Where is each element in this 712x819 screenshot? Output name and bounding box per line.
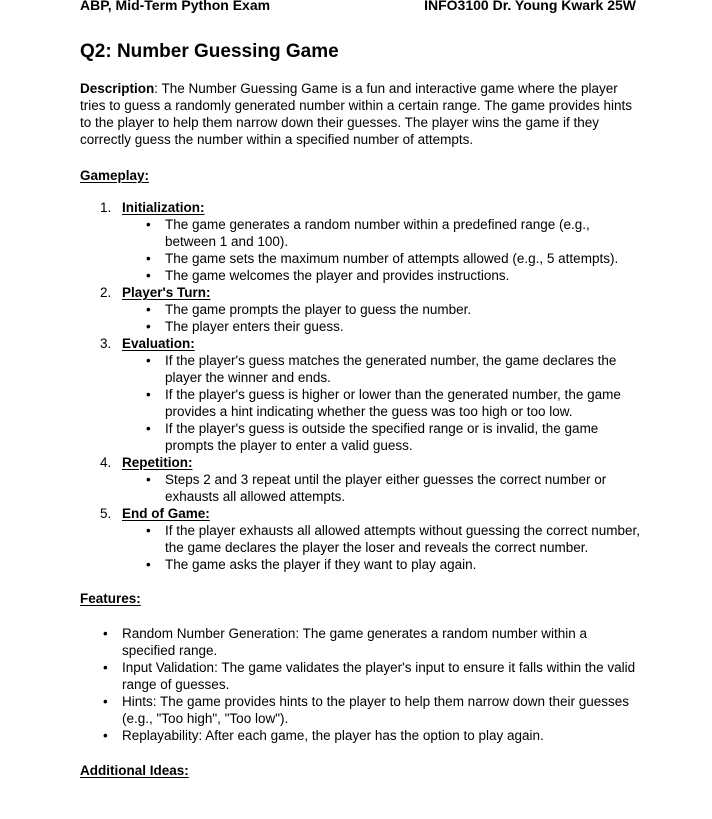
step-title: Initialization: [122,200,205,215]
step-item [100,199,640,284]
header-instructor: INFO3100 Dr. Young Kwark 25W [424,0,636,13]
bullet-icon: • [146,421,151,436]
page-header [80,0,636,14]
step-title: Player's Turn: [122,285,211,300]
step-bullets [122,471,640,505]
bullet-icon: • [146,472,151,487]
step-title: Evaluation: [122,336,195,351]
list-item-text: If the player exhausts all allowed attempts without guessing the correct number, the game declares the player the loser and reveals the correct number. [165,523,641,555]
list-item [146,267,640,284]
list-item [103,727,640,744]
step-title: Repetition: [122,455,193,470]
step-number: 4. [100,455,112,470]
list-item [146,216,640,250]
list-item [103,693,640,727]
list-item-text: The player enters their guess. [165,319,344,334]
gameplay-steps [80,199,640,573]
list-item [146,471,640,505]
step-bullets [122,216,640,284]
list-item [103,625,640,659]
bullet-icon: • [103,660,108,675]
list-item-text: If the player's guess is outside the specified range or is invalid, the game prompts the player to enter a valid guess. [165,421,599,453]
step-number: 5. [100,506,112,521]
description-label: Description [80,81,155,96]
list-item-text: The game sets the maximum number of attempts allowed (e.g., 5 attempts). [165,251,619,266]
list-item [146,352,640,386]
description-paragraph [80,80,640,148]
step-bullets [122,352,640,454]
bullet-icon: • [146,268,151,283]
bullet-icon: • [103,694,108,709]
list-item-text: The game prompts the player to guess the number. [165,302,472,317]
header-course: ABP, Mid-Term Python Exam [80,0,271,13]
bullet-icon: • [146,217,151,232]
step-number: 1. [100,200,112,215]
list-item-text: Random Number Generation: The game generates a random number within a specified range. [122,626,588,658]
list-item-text: The game welcomes the player and provides instructions. [165,268,510,283]
step-number: 3. [100,336,112,351]
step-item [100,284,640,335]
features-heading: Features: [80,591,141,606]
list-item [103,659,640,693]
list-item [146,386,640,420]
step-title: End of Game: [122,506,210,521]
list-item-text: Steps 2 and 3 repeat until the player either guesses the correct number or exhausts all allowed attempts. [165,472,607,504]
list-item [146,250,640,267]
list-item-text: If the player's guess is higher or lower than the generated number, the game provides a hint indicating whether the guess was too high or too low. [165,387,621,419]
bullet-icon: • [103,728,108,743]
list-item-text: Hints: The game provides hints to the player to help them narrow down their guesses (e.g., "Too high", "Too low"). [122,694,630,726]
gameplay-heading: Gameplay: [80,168,150,183]
list-item-text: Replayability: After each game, the player has the option to play again. [122,728,544,743]
bullet-icon: • [146,251,151,266]
list-item [146,522,641,556]
page-title: Q2: Number Guessing Game [80,41,339,62]
bullet-icon: • [146,302,151,317]
list-item [146,556,640,573]
features-list [80,625,640,744]
document-body [80,40,640,779]
list-item [146,318,640,335]
step-item [100,335,640,454]
list-item [146,301,640,318]
step-bullets [122,301,640,335]
step-bullets [122,522,640,573]
list-item-text: The game asks the player if they want to play again. [165,557,477,572]
bullet-icon: • [146,319,151,334]
step-number: 2. [100,285,112,300]
description-text: : The Number Guessing Game is a fun and interactive game where the player tries to guess a randomly generated number within a certain range. The game provides hints to the player to help them narrow down their guesses. The player wins the game if they correctly guess the number within a specified number of attempts. [80,81,633,147]
list-item-text: The game generates a random number within a predefined range (e.g., between 1 and 100). [165,217,590,249]
additional-ideas-heading: Additional Ideas: [80,763,189,778]
list-item [146,420,640,454]
list-item-text: Input Validation: The game validates the player's input to ensure it falls within the valid range of guesses. [122,660,636,692]
list-item-text: If the player's guess matches the generated number, the game declares the player the winner and ends. [165,353,617,385]
bullet-icon: • [146,353,151,368]
bullet-icon: • [146,557,151,572]
bullet-icon: • [146,523,151,538]
step-item [100,454,640,505]
bullet-icon: • [103,626,108,641]
bullet-icon: • [146,387,151,402]
step-item [100,505,641,573]
